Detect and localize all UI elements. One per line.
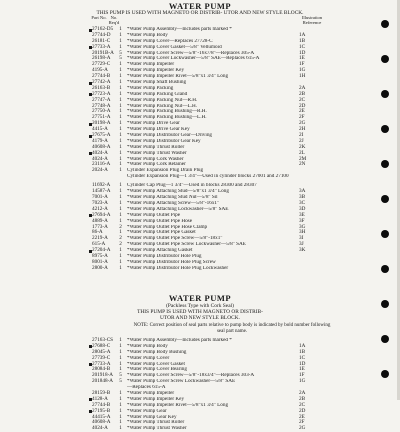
quantity-required: 1 — [119, 247, 122, 254]
part-number: 615-A — [92, 241, 106, 248]
part-number: 2024-A — [92, 167, 108, 174]
part-description: *Water Pump Impeller Rivet—5/8"x1 3/4" Long — [127, 402, 229, 408]
part-number: 7023-A — [92, 199, 108, 206]
part-description: *Water Pump Packing Nut—L.H. — [127, 103, 198, 109]
part-description: *Water Pump Distributor Gear—Driving — [127, 133, 213, 139]
quantity-required: 5 — [119, 372, 122, 379]
part-description: *Water Pump Cover Gasket — [127, 361, 185, 367]
part-number: 8975-A — [92, 252, 108, 259]
parts-list — [0, 338, 400, 432]
part-number: 40608-A — [92, 419, 111, 426]
part-description: *Water Pump Drive Gear Key — [127, 127, 190, 133]
part-number: 27733-A — [92, 360, 111, 367]
illustration-reference: 2J — [299, 137, 304, 144]
part-description: *Water Pump Distributor Hole Plug Screw — [127, 259, 216, 265]
illustration-reference: 1E — [299, 55, 305, 62]
quantity-required: 1 — [119, 61, 122, 68]
parts-row — [0, 174, 400, 183]
part-description: *Water Pump Cork Washer — [127, 156, 184, 162]
part-description: *Water Pump Attaching Stud—5/8"x1 3/4" Long — [127, 189, 229, 195]
part-description: *Water Pump Impeller — [127, 62, 175, 68]
part-description: *Water Pump Packing — [127, 85, 174, 91]
part-number: 27729-C — [92, 61, 111, 68]
part-number: 26181-C — [92, 37, 111, 44]
quantity-required: 2 — [119, 241, 122, 248]
part-number: 27739-C — [92, 354, 111, 361]
part-description: *Water Pump Cover Screw—5/8"-16x7/8"—Replaces 305-A — [127, 50, 255, 56]
part-description: Cylinder Expansion Plug Drain Plug — [127, 168, 204, 174]
part-number: 4128-A — [92, 395, 108, 402]
part-number: 7001-A — [92, 194, 108, 201]
part-description: *Water Pump Outlet Pipe Hose Clamp — [127, 224, 208, 230]
illustration-reference: 2I — [299, 132, 304, 139]
illustration-reference: 1D — [299, 360, 306, 367]
quantity-required: 1 — [119, 37, 122, 44]
column-header-illustration: Illustration Reference — [301, 15, 323, 25]
part-number: 20191B-A — [92, 49, 114, 56]
quantity-required: 1 — [119, 31, 122, 38]
part-description: *Water Pump Body — [127, 343, 168, 349]
quantity-required: 1 — [119, 354, 122, 361]
illustration-reference: 2C — [299, 96, 306, 103]
illustration-reference: 1B — [299, 348, 306, 355]
part-number: 201918-A — [92, 372, 114, 379]
quantity-required: 1 — [119, 73, 122, 80]
quantity-required: 1 — [119, 182, 122, 189]
quantity-required: 1 — [119, 96, 122, 103]
illustration-reference: 3C — [299, 199, 306, 206]
part-number: 4415-A — [92, 126, 108, 133]
part-number: 27744-D — [92, 31, 111, 38]
part-description: *Water Pump Attaching Stud Nut—5/8" Sil — [127, 195, 218, 201]
illustration-reference: 2B — [299, 395, 306, 402]
part-description: *Water Pump Drive Gear — [127, 121, 180, 127]
part-number: 27195-B — [92, 407, 111, 414]
part-number: 27744-B — [92, 401, 111, 408]
part-description: *Water Pump Impeller Key — [127, 68, 185, 74]
part-number: 27694-A — [92, 211, 111, 218]
part-number: 27675-A — [92, 132, 111, 139]
part-number: 26163-B — [92, 84, 111, 91]
quantity-required: 1 — [119, 360, 122, 367]
part-description: *Water Pump Outlet Pipe — [127, 212, 181, 218]
part-number: 27162-D5 — [92, 26, 114, 32]
part-description: —Replaces 615-A — [127, 385, 166, 391]
part-number: 26198-A — [92, 55, 111, 62]
quantity-required: 1 — [119, 132, 122, 139]
illustration-reference: 2E — [299, 413, 305, 420]
illustration-reference: 3J — [299, 241, 304, 248]
part-description: *Water Pump Distributor Hole Plug — [127, 253, 202, 259]
part-number: 27750-A — [92, 108, 111, 115]
illustration-reference: 3K — [299, 247, 306, 254]
illustration-reference: 2L — [299, 149, 305, 156]
part-description: *Water Pump Packing Nut—R.H. — [127, 97, 198, 103]
illustration-reference: 3H — [299, 229, 306, 236]
part-description: *Water Pump Distributor Hole Plug Lockwasher — [127, 265, 229, 271]
illustration-reference: 2N — [299, 161, 306, 168]
part-description: *Water Pump Thrust Roller — [127, 420, 185, 426]
illustration-reference: 1D — [299, 49, 306, 56]
part-number: 27744-B — [92, 73, 111, 80]
part-number: 4195-A — [92, 67, 108, 74]
illustration-reference: 1G — [299, 378, 306, 385]
part-number: 27747-A — [92, 96, 111, 103]
illustration-reference: 2B — [299, 90, 306, 97]
part-number: 27163-CS — [92, 337, 114, 343]
illustration-reference: 3E — [299, 211, 305, 218]
illustration-reference: 3D — [299, 205, 306, 212]
illustration-reference: 2A — [299, 84, 306, 91]
part-description: *Water Pump Outlet Pipe Hose — [127, 218, 192, 224]
column-header-part-no: Part No. — [91, 15, 107, 20]
illustration-reference: 1A — [299, 31, 306, 38]
section-subtitle: UTOR AND NEW STYLE BLOCK. — [160, 315, 240, 321]
part-number: 1773-A — [92, 223, 108, 230]
part-number: 28045-A — [92, 348, 111, 355]
part-description: *Water Pump Packing Bushing—R.H. — [127, 109, 207, 115]
part-number: 4024-A — [92, 155, 108, 162]
illustration-reference: 1A — [299, 342, 306, 349]
part-number: 27748-A — [92, 102, 111, 109]
illustration-reference: 2D — [299, 102, 306, 109]
part-description: *Water Pump Cover Gasket—5/8" Vellumoid — [127, 44, 222, 50]
quantity-required: 1 — [119, 395, 122, 402]
illustration-reference: 2D — [299, 407, 306, 414]
part-description: *Water Pump Cover Bearing — [127, 367, 187, 373]
quantity-required: 1 — [119, 108, 122, 115]
part-description: Cylinder Cap Plug—1 3/4"—Used in blocks 28300 and 28307 — [127, 183, 257, 189]
quantity-required: 1 — [119, 167, 122, 174]
part-number: 28084-B — [92, 366, 111, 373]
part-number: 4024-A — [92, 425, 108, 432]
quantity-required: 1 — [119, 90, 122, 97]
part-description: *Water Pump Cover Screw—5/8"-18x3/4"—Replaces 303-A — [127, 373, 255, 379]
part-description: *Water Pump Outlet Pipe Screw Lockwasher—5/8" SAE — [127, 242, 246, 248]
illustration-reference: 2K — [299, 143, 306, 150]
quantity-required: 1 — [119, 217, 122, 224]
illustration-reference: 3I — [299, 235, 304, 242]
part-description: *Water Pump Cover Screw Lockwasher—5/8" SAE — [127, 379, 236, 385]
quantity-required: 2 — [119, 235, 122, 242]
illustration-reference: 1F — [299, 61, 305, 68]
illustration-reference: 1G — [299, 67, 306, 74]
quantity-required: 1 — [119, 114, 122, 121]
part-description: Cylinder Expansion Plug—1 3/4"—Used in cylinder blocks 27001 and 27100 — [127, 174, 289, 180]
part-description: *Water Pump Cover — [127, 355, 170, 361]
illustration-reference: 1F — [299, 372, 305, 379]
part-number: 44415-A — [92, 413, 111, 420]
part-description: *Water Pump Impeller Key — [127, 396, 185, 402]
column-header-req: No. Req'd — [108, 15, 120, 25]
illustration-reference: 1C — [299, 43, 306, 50]
illustration-reference: 2F — [299, 419, 305, 426]
part-number: 28159-B — [92, 390, 111, 397]
illustration-reference: 2E — [299, 108, 305, 115]
quantity-required: 1 — [119, 161, 122, 168]
part-description: *Water Pump Impeller — [127, 391, 175, 397]
part-number: 40608-A — [92, 143, 111, 150]
part-number: 27723-A — [92, 90, 111, 97]
quantity-required: 1 — [119, 199, 122, 206]
quantity-required: 1 — [119, 84, 122, 91]
part-description: *Water Pump Impeller Rivet—5/8"x1 3/4" Long — [127, 74, 229, 80]
parts-list — [0, 27, 400, 272]
part-description: *Water Pump Packing Gland — [127, 91, 188, 97]
quantity-required: 1 — [119, 390, 122, 397]
illustration-reference: 2A — [299, 390, 306, 397]
illustration-reference: 3G — [299, 223, 306, 230]
illustration-reference: 2H — [299, 126, 306, 133]
part-number: 27733-A — [92, 43, 111, 50]
part-number: 27742-A — [92, 79, 111, 86]
quantity-required: 1 — [119, 401, 122, 408]
illustration-reference: 1E — [299, 366, 305, 373]
quantity-required: 1 — [119, 366, 122, 373]
part-number: 2219-A — [92, 235, 108, 242]
part-number: 86-A — [92, 229, 103, 236]
illustration-reference: 1C — [299, 354, 306, 361]
section-subtitle: THIS PUMP IS USED WITH MAGNETO OR DISTRIB- — [137, 309, 263, 315]
part-number: 27751-A — [92, 114, 111, 121]
part-description: *Water Pump Assembly—Includes parts marked * — [127, 27, 232, 32]
part-number: 20198-A — [92, 120, 111, 127]
part-description: *Water Pump Cover—Replaces 27728-C — [127, 38, 213, 44]
quantity-required: 1 — [119, 126, 122, 133]
part-number: 4024-A — [92, 149, 108, 156]
section-title: WATER PUMP — [168, 293, 232, 303]
part-number: 27204-A — [92, 247, 111, 254]
part-number: 14587-A — [92, 188, 111, 195]
quantity-required: 1 — [119, 348, 122, 355]
quantity-required: 1 — [119, 43, 122, 50]
quantity-required: 5 — [119, 378, 122, 385]
quantity-required: 1 — [119, 211, 122, 218]
quantity-required: 1 — [119, 120, 122, 127]
quantity-required: 1 — [119, 155, 122, 162]
illustration-reference: 2M — [299, 155, 307, 162]
part-description: *Water Pump Shaft Bushing — [127, 80, 187, 86]
quantity-required: 1 — [119, 337, 122, 343]
quantity-required: 1 — [119, 102, 122, 109]
part-description: *Water Pump Cover Lockwasher—5/8" SAE—Replaces 615-A — [127, 56, 260, 62]
illustration-reference: 1H — [299, 73, 306, 80]
quantity-required: 1 — [119, 264, 122, 271]
illustration-reference: 1B — [299, 37, 306, 44]
quantity-required: 1 — [119, 205, 122, 212]
illustration-reference: 2C — [299, 401, 306, 408]
illustration-reference: 3B — [299, 194, 306, 201]
illustration-reference: 3A — [299, 188, 306, 195]
illustration-reference: 2G — [299, 120, 306, 127]
quantity-required: 1 — [119, 188, 122, 195]
quantity-required: 1 — [119, 79, 122, 86]
quantity-required: 1 — [119, 26, 122, 32]
part-description: *Water Pump Attaching Gasket — [127, 248, 193, 254]
parts-row — [0, 426, 400, 432]
part-description: *Water Pump Thrust Washer — [127, 426, 187, 432]
quantity-required: 1 — [119, 194, 122, 201]
quantity-required: 1 — [119, 342, 122, 349]
illustration-reference: 3F — [299, 217, 305, 224]
part-number: 4179-A — [92, 137, 108, 144]
part-description: *Water Pump Body — [127, 32, 168, 38]
part-description: *Water Pump Thrust Washer — [127, 150, 187, 156]
part-description: *Water Pump Assembly—Includes parts marked * — [127, 338, 232, 343]
quantity-required: 1 — [119, 407, 122, 414]
section-subtitle: THIS PUMP IS USED WITH MAGNETO OR DISTRIB- UTOR AND NEW STYLE BLOCK. — [96, 10, 304, 16]
part-description: *Water Pump Gear Key — [127, 414, 177, 420]
part-number: 2800-A — [92, 264, 108, 271]
quantity-required: 1 — [119, 252, 122, 259]
part-description: *Water Pump Thrust Roller — [127, 144, 185, 150]
seal-note: NOTE: Correct position of seal parts relative to pump body is indicated by bold number following seal part name. — [133, 323, 331, 334]
part-number: 4212-A — [92, 205, 108, 212]
part-number: 27688-C — [92, 342, 111, 349]
quantity-required: 1 — [119, 229, 122, 236]
illustration-reference: 2F — [299, 114, 305, 121]
part-description: *Water Pump Outlet Pipe Screw—5/8"-18x1" — [127, 236, 223, 242]
section-subtitle: (Packless Type with Cork Seal) — [166, 303, 234, 309]
part-number: 8001-A — [92, 258, 108, 265]
quantity-required: 1 — [119, 143, 122, 150]
part-number: 201848-A — [92, 378, 114, 385]
part-description: *Water Pump Attaching Screw—5/8"-16x1" — [127, 200, 220, 206]
part-number: 23116-A — [92, 161, 111, 168]
part-description: *Water Pump Packing Bushing—L.H. — [127, 115, 207, 121]
quantity-required: 1 — [119, 413, 122, 420]
part-description: *Water Pump Cork Retainer — [127, 162, 186, 168]
quantity-required: 5 — [119, 55, 122, 62]
part-description: *Water Pump Attaching Lockwasher—5/8" SAE — [127, 206, 229, 212]
part-description: *Water Pump Body Bushing — [127, 349, 187, 355]
quantity-required: 1 — [119, 419, 122, 426]
quantity-required: 1 — [119, 149, 122, 156]
part-description: *Water Pump Gear — [127, 408, 167, 414]
parts-row — [0, 266, 400, 272]
part-description: *Water Pump Distributor Gear Key — [127, 138, 201, 144]
quantity-required: 2 — [119, 223, 122, 230]
part-description: *Water Pump Outlet Pipe Gasket — [127, 230, 196, 236]
quantity-required: 1 — [119, 67, 122, 74]
quantity-required: 5 — [119, 49, 122, 56]
illustration-reference: 2G — [299, 425, 306, 432]
quantity-required: 1 — [119, 137, 122, 144]
part-number: 11692-A — [92, 182, 111, 189]
part-number: 4889-A — [92, 217, 108, 224]
section-title: WATER PUMP — [168, 1, 232, 11]
quantity-required: 1 — [119, 258, 122, 265]
quantity-required: 1 — [119, 425, 122, 432]
